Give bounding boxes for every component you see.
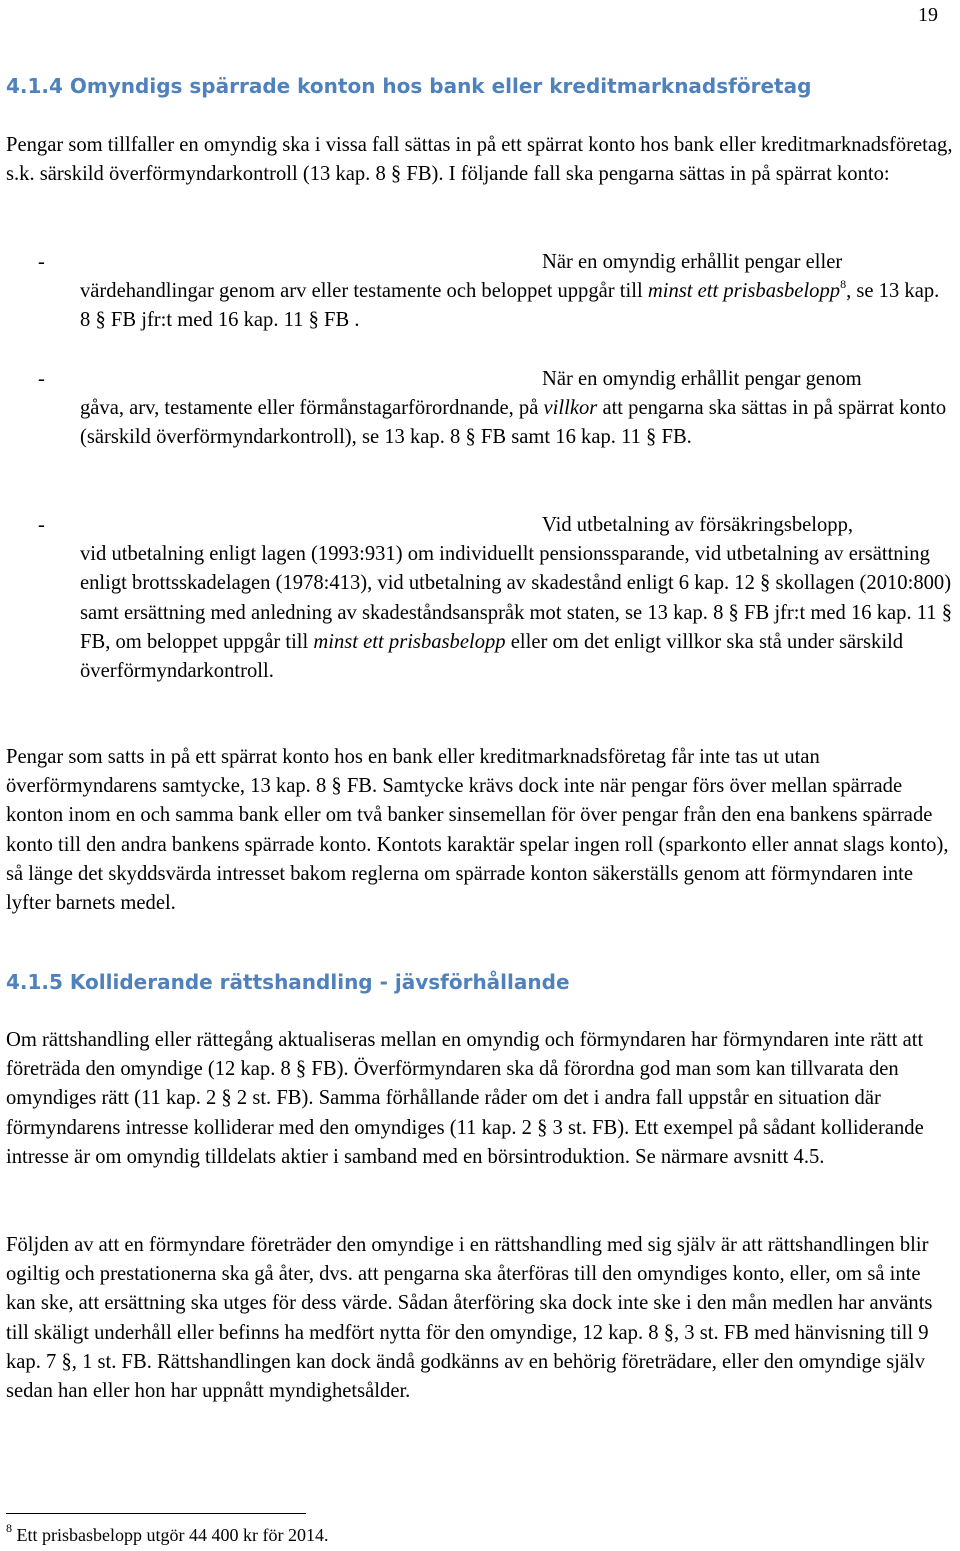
closing-paragraph: Pengar som satts in på ett spärrat konto hos en bank eller kreditmarknadsföretag får inte tas ut utan överförmyndarens samtycke, 13 kap. 8 § FB. Samtycke krävs dock inte när pengar förs över mellan spärrade konton inom en och samma bank eller om två banker sinsemellan för över pengar från den ena bankens spärrade konto till den andra bankens spärrade konto. Kontots karaktär spelar ingen roll (sparkonto eller annat slags konto), så länge det skyddsvärda intresset bakom reglerna om spärrade konton säkerställs genom att förmyndaren inte lyfter barnets medel. bbox=[6, 746, 949, 915]
bullet-lead: När en omyndig erhållit pengar eller bbox=[542, 251, 843, 273]
bullet-text-end: , se 13 kap. 8 § FB jfr:t med 16 kap. 11 § FB . bbox=[80, 280, 940, 332]
body-paragraph-1: Om rättshandling eller rättegång aktualiseras mellan en omyndig och förmyndaren har förmyndaren inte rätt att företräda den omyndige (12 kap. 8 § FB). Överförmyndaren ska då förordna god man som kan tillvarata den omyndiges rätt (11 kap. 2 § 2 st. FB). Samma förhållande råder om det i andra fall uppstår en situation där förmyndarens intresse kolliderar med den omyndiges (11 kap. 2 § 3 st. FB). Ett exempel på sådant kolliderande intresse är om omyndig tilldelats aktier i samband med en börsintroduktion. Se närmare avsnitt 4.5. bbox=[6, 1029, 924, 1168]
bullet-lead: Vid utbetalning av försäkringsbelopp, bbox=[542, 514, 854, 536]
footnote bbox=[6, 1521, 329, 1546]
bullet-text: gåva, arv, testamente eller förmånstagarförordnande, på bbox=[80, 397, 544, 420]
list-item bbox=[38, 365, 954, 453]
bullet-italic: villkor bbox=[543, 397, 598, 420]
bullet-dash: - bbox=[38, 514, 45, 536]
bullet-text-end: att pengarna ska sättas in på spärrat konto (särskild överförmyndarkontroll), se 13 kap. 8 § FB samt 16 kap. 11 § FB. bbox=[80, 397, 947, 449]
bullet-italic: minst ett prisbasbelopp bbox=[647, 280, 841, 303]
bullet-text-end: eller om det enligt villkor ska stå under särskild överförmyndarkontroll. bbox=[80, 630, 904, 683]
footnote-divider bbox=[6, 1513, 306, 1514]
bullet-text: värdehandlingar genom arv eller testamente och beloppet uppgår till bbox=[80, 280, 648, 303]
bullet-italic: minst ett prisbasbelopp bbox=[313, 630, 506, 653]
list-item bbox=[38, 248, 954, 336]
bullet-dash: - bbox=[38, 368, 45, 390]
bullet-text: vid utbetalning enligt lagen (1993:931) om individuellt pensionssparande, vid utbetalning av ersättning enligt brottsskadelagen (1978:413), vid utbetalning av skadestånd enligt 6 kap. 12 § skollagen (2010:800) samt ersättning med anledning av skadeståndsanspråk mot staten, se 13 kap. 8 § FB jfr:t med 16 kap. 11 § FB, om beloppet uppgår till bbox=[80, 543, 953, 653]
footnote-text: Ett prisbasbelopp utgör 44 400 kr för 2014. bbox=[12, 1525, 329, 1545]
page-number: 19 bbox=[918, 4, 938, 26]
list-item bbox=[38, 511, 954, 686]
bullet-dash: - bbox=[38, 251, 45, 273]
body-paragraph-2: Följden av att en förmyndare företräder den omyndige i en rättshandling med sig själv är att rättshandlingen blir ogiltig och prestationerna ska gå åter, dvs. att pengarna ska återföras till den omyndiges konto, eller, om så inte kan ske, att ersättning ska utges för dess värde. Sådan återföring ska dock inte ske i den mån medlen har använts till skäligt underhåll eller befinns ha medfört nytta för den omyndige, 12 kap. 8 §, 3 st. FB med hänvisning till 9 kap. 7 §, 1 st. FB. Rättshandlingen kan dock ändå godkänns av en behörig företrädare, eller den omyndige själv sedan han eller hon har uppnått myndighetsålder. bbox=[6, 1234, 933, 1403]
section-heading-4-1-5: 4.1.5 Kolliderande rättshandling - jävsförhållande bbox=[6, 970, 570, 994]
footnote-reference: 8 bbox=[840, 277, 847, 292]
intro-paragraph: Pengar som tillfaller en omyndig ska i vissa fall sättas in på ett spärrat konto hos bank eller kreditmarknadsföretag, s.k. särskild överförmyndarkontroll (13 kap. 8 § FB). I följande fall ska pengarna sättas in på spärrat konto: bbox=[6, 134, 953, 186]
section-heading-4-1-4: 4.1.4 Omyndigs spärrade konton hos bank eller kreditmarknadsföretag bbox=[6, 74, 812, 98]
bullet-lead: När en omyndig erhållit pengar genom bbox=[542, 368, 862, 390]
footnote-number: 8 bbox=[6, 1521, 12, 1535]
